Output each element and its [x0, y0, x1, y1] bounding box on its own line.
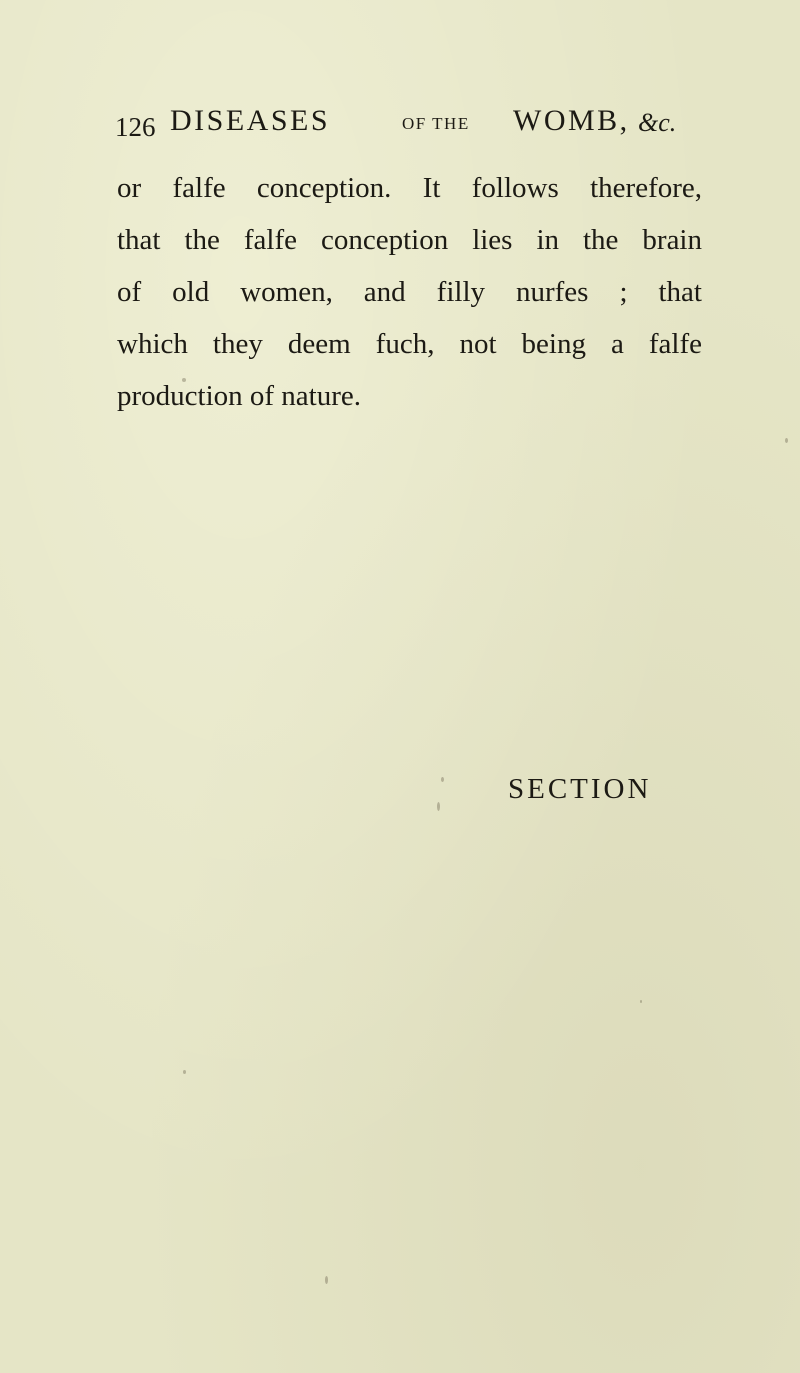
- body-text: [117, 162, 702, 422]
- body-line: of old women, and filly nurfes ; that: [117, 276, 702, 308]
- catchword: SECTION: [508, 773, 652, 805]
- paper-speck: [183, 1070, 186, 1074]
- running-head-etc: &c.: [638, 108, 677, 137]
- body-line: which they deem fuch, not being a falfe: [117, 328, 702, 360]
- paper-speck: [785, 438, 788, 443]
- body-line: or falfe conception. It follows therefore,: [117, 172, 702, 204]
- page-number: 126: [115, 112, 156, 142]
- paper-speck: [437, 802, 440, 811]
- running-head-title-part1: DISEASES: [170, 104, 331, 137]
- body-line: that the falfe conception lies in the brain: [117, 224, 702, 256]
- running-head-connector: OF THE: [402, 114, 470, 133]
- paper-speck: [325, 1276, 328, 1284]
- paper-speck: [182, 378, 186, 382]
- body-line: production of nature.: [117, 380, 362, 412]
- paper-speck: [441, 777, 444, 782]
- paper-speck: [640, 1000, 642, 1003]
- running-head-title-part2: WOMB,: [513, 104, 630, 137]
- running-head: [115, 102, 675, 150]
